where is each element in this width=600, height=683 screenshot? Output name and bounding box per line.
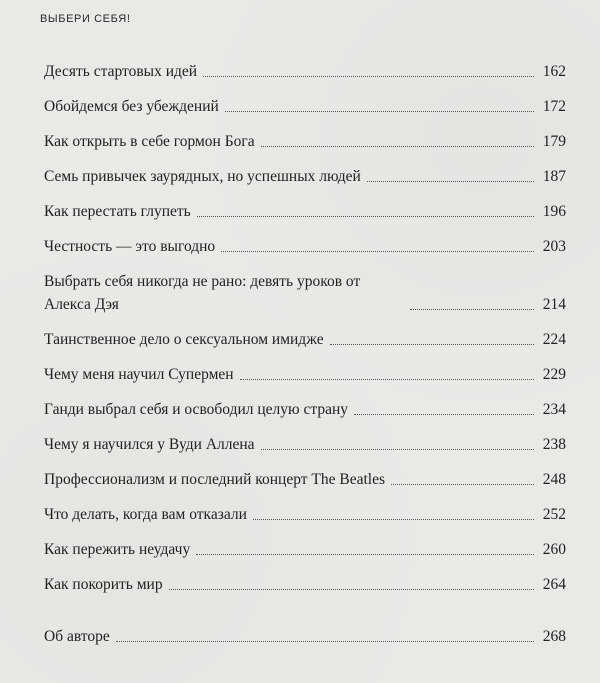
toc-entry-title: Честность — это выгодно	[44, 238, 216, 255]
toc-entry-title: Таинственное дело о сексуальном имидже	[44, 331, 324, 348]
toc-entry-page: 234	[542, 401, 566, 418]
toc-entry-title: Как открыть в себе гормон Бога	[44, 133, 255, 150]
toc-entry-page: 268	[542, 628, 566, 645]
toc-entry-title: Как покорить мир	[44, 576, 163, 593]
dot-leader	[253, 519, 534, 520]
toc-entry	[44, 503, 566, 526]
dot-leader	[410, 309, 534, 310]
dot-leader	[330, 344, 534, 345]
toc-entry-page: 179	[542, 133, 566, 150]
toc-entry-page: 229	[542, 366, 566, 383]
toc-entry-title: Обойдемся без убеждений	[44, 98, 219, 115]
toc-entry-page: 187	[542, 168, 566, 185]
toc-entry-page: 196	[542, 203, 566, 220]
toc-entry	[44, 130, 566, 153]
toc-entry-page: 264	[542, 576, 566, 593]
toc-entry-page: 203	[542, 238, 566, 255]
toc-entry	[44, 433, 566, 456]
toc-entry-title: Об авторе	[44, 628, 110, 645]
toc-entry	[44, 95, 566, 118]
dot-leader	[169, 589, 534, 590]
running-head: ВЫБЕРИ СЕБЯ!	[40, 13, 131, 25]
dot-leader	[261, 146, 534, 147]
toc-entry-page: 214	[542, 296, 566, 313]
dot-leader	[197, 216, 534, 217]
toc-entry-title: Что делать, когда вам отказали	[44, 506, 247, 523]
toc-entry	[44, 60, 566, 83]
toc-entry-title: Семь привычек заурядных, но успешных людей	[44, 168, 361, 185]
toc-entry-page: 260	[542, 541, 566, 558]
table-of-contents	[44, 60, 566, 660]
toc-entry-title: Профессионализм и последний концерт The Beatles	[44, 471, 386, 488]
toc-entry	[44, 200, 566, 223]
toc-entry	[44, 573, 566, 596]
toc-entry-title: Как пережить неудачу	[44, 541, 191, 558]
toc-entry-title: Чему меня научил Супермен	[44, 366, 234, 383]
toc-entry-page: 172	[542, 98, 566, 115]
toc-entry	[44, 165, 566, 188]
toc-entry	[44, 270, 566, 316]
dot-leader	[221, 251, 534, 252]
toc-entry-title: Ганди выбрал себя и освободил целую страну	[44, 401, 349, 418]
dot-leader	[225, 111, 534, 112]
toc-entry-page: 162	[542, 63, 566, 80]
toc-entry-about-author	[44, 625, 566, 648]
toc-entry	[44, 235, 566, 258]
dot-leader	[261, 449, 534, 450]
toc-entry	[44, 468, 566, 491]
toc-entry-title: Чему я научился у Вуди Аллена	[44, 436, 255, 453]
dot-leader	[240, 379, 534, 380]
toc-entry	[44, 538, 566, 561]
dot-leader	[203, 76, 534, 77]
toc-entry	[44, 328, 566, 351]
toc-entry	[44, 363, 566, 386]
toc-entry-page: 248	[542, 471, 566, 488]
dot-leader	[391, 484, 534, 485]
toc-entry-title: Выбрать себя никогда не рано: девять уроков от Алекса Дэя	[44, 273, 361, 313]
dot-leader	[354, 414, 534, 415]
toc-entry-page: 238	[542, 436, 566, 453]
toc-entry-title: Десять стартовых идей	[44, 63, 198, 80]
toc-entry-page: 224	[542, 331, 566, 348]
toc-entry-title: Как перестать глупеть	[44, 203, 191, 220]
dot-leader	[116, 641, 534, 642]
dot-leader	[367, 181, 534, 182]
dot-leader	[196, 554, 534, 555]
toc-entry	[44, 398, 566, 421]
toc-entry-page: 252	[542, 506, 566, 523]
